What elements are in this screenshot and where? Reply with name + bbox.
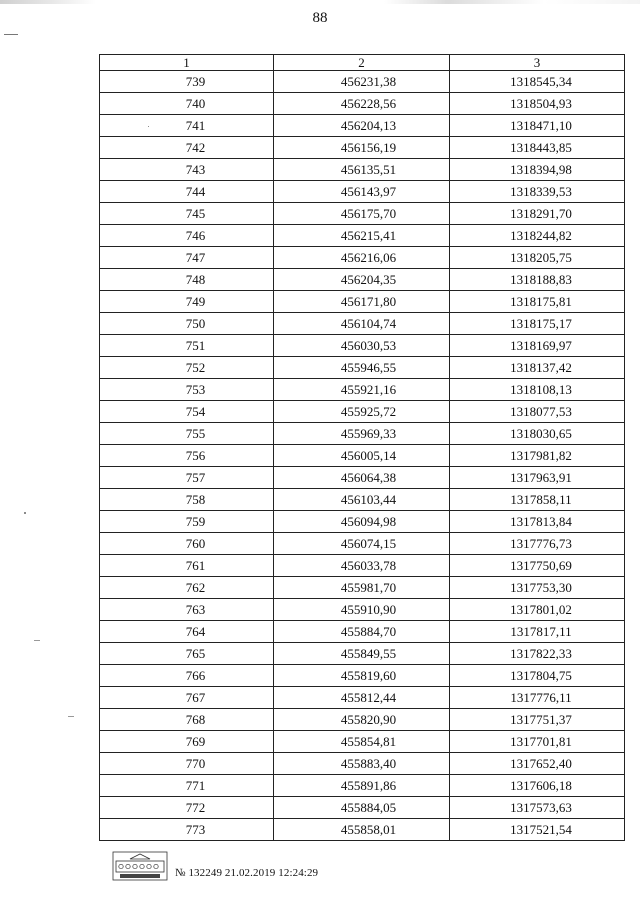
cell-y-coordinate: 1318471,10 bbox=[450, 115, 625, 137]
cell-x-coordinate: 455849,55 bbox=[274, 643, 450, 665]
table-row bbox=[100, 423, 625, 445]
cell-y-coordinate: 1317521,54 bbox=[450, 819, 625, 841]
cell-y-coordinate: 1318504,93 bbox=[450, 93, 625, 115]
table-row bbox=[100, 181, 625, 203]
table-row bbox=[100, 797, 625, 819]
cell-point-number: 740 bbox=[100, 93, 274, 115]
table-row bbox=[100, 665, 625, 687]
cell-point-number: 753 bbox=[100, 379, 274, 401]
cell-point-number: 749 bbox=[100, 291, 274, 313]
cell-x-coordinate: 456074,15 bbox=[274, 533, 450, 555]
cell-point-number: 758 bbox=[100, 489, 274, 511]
cell-point-number: 765 bbox=[100, 643, 274, 665]
cell-point-number: 743 bbox=[100, 159, 274, 181]
cell-point-number: 773 bbox=[100, 819, 274, 841]
cell-point-number: 762 bbox=[100, 577, 274, 599]
table-row bbox=[100, 687, 625, 709]
cell-x-coordinate: 455969,33 bbox=[274, 423, 450, 445]
cell-point-number: 742 bbox=[100, 137, 274, 159]
cell-x-coordinate: 455854,81 bbox=[274, 731, 450, 753]
table-row bbox=[100, 93, 625, 115]
table-row bbox=[100, 137, 625, 159]
cell-y-coordinate: 1317813,84 bbox=[450, 511, 625, 533]
cell-point-number: 769 bbox=[100, 731, 274, 753]
cell-point-number: 748 bbox=[100, 269, 274, 291]
cell-x-coordinate: 455884,70 bbox=[274, 621, 450, 643]
cell-x-coordinate: 455883,40 bbox=[274, 753, 450, 775]
cell-x-coordinate: 455925,72 bbox=[274, 401, 450, 423]
cell-x-coordinate: 456005,14 bbox=[274, 445, 450, 467]
cell-y-coordinate: 1318175,17 bbox=[450, 313, 625, 335]
table-row bbox=[100, 819, 625, 841]
column-header-x: 2 bbox=[274, 55, 450, 71]
registration-note: № 132249 21.02.2019 12:24:29 bbox=[175, 867, 319, 879]
cell-x-coordinate: 455946,55 bbox=[274, 357, 450, 379]
cell-y-coordinate: 1317858,11 bbox=[450, 489, 625, 511]
cell-x-coordinate: 455981,70 bbox=[274, 577, 450, 599]
cell-x-coordinate: 456228,56 bbox=[274, 93, 450, 115]
cell-point-number: 768 bbox=[100, 709, 274, 731]
cell-point-number: 746 bbox=[100, 225, 274, 247]
cell-y-coordinate: 1318205,75 bbox=[450, 247, 625, 269]
cell-point-number: 752 bbox=[100, 357, 274, 379]
coordinates-table bbox=[99, 54, 625, 841]
margin-mark bbox=[4, 34, 18, 35]
cell-x-coordinate: 455910,90 bbox=[274, 599, 450, 621]
margin-mark bbox=[24, 512, 26, 514]
cell-y-coordinate: 1317606,18 bbox=[450, 775, 625, 797]
cell-point-number: 764 bbox=[100, 621, 274, 643]
cell-x-coordinate: 455812,44 bbox=[274, 687, 450, 709]
cell-x-coordinate: 456216,06 bbox=[274, 247, 450, 269]
cell-point-number: 763 bbox=[100, 599, 274, 621]
cell-y-coordinate: 1318137,42 bbox=[450, 357, 625, 379]
cell-point-number: 766 bbox=[100, 665, 274, 687]
table-row bbox=[100, 753, 625, 775]
cell-point-number: 739 bbox=[100, 71, 274, 93]
cell-y-coordinate: 1317981,82 bbox=[450, 445, 625, 467]
cell-x-coordinate: 455820,90 bbox=[274, 709, 450, 731]
cell-y-coordinate: 1318394,98 bbox=[450, 159, 625, 181]
building-seal-icon bbox=[112, 851, 168, 881]
table-row bbox=[100, 599, 625, 621]
table-row bbox=[100, 401, 625, 423]
cell-x-coordinate: 456033,78 bbox=[274, 555, 450, 577]
cell-point-number: 741 bbox=[100, 115, 274, 137]
table-row bbox=[100, 291, 625, 313]
table-row bbox=[100, 269, 625, 291]
table-row bbox=[100, 533, 625, 555]
table-row bbox=[100, 709, 625, 731]
cell-x-coordinate: 456231,38 bbox=[274, 71, 450, 93]
table-row bbox=[100, 335, 625, 357]
cell-y-coordinate: 1317804,75 bbox=[450, 665, 625, 687]
table-row bbox=[100, 115, 625, 137]
cell-x-coordinate: 456156,19 bbox=[274, 137, 450, 159]
cell-y-coordinate: 1318077,53 bbox=[450, 401, 625, 423]
cell-x-coordinate: 455921,16 bbox=[274, 379, 450, 401]
cell-point-number: 771 bbox=[100, 775, 274, 797]
cell-y-coordinate: 1317701,81 bbox=[450, 731, 625, 753]
cell-x-coordinate: 455891,86 bbox=[274, 775, 450, 797]
table-row bbox=[100, 445, 625, 467]
table-row bbox=[100, 489, 625, 511]
cell-x-coordinate: 456204,35 bbox=[274, 269, 450, 291]
cell-x-coordinate: 456135,51 bbox=[274, 159, 450, 181]
table-row bbox=[100, 71, 625, 93]
cell-y-coordinate: 1317822,33 bbox=[450, 643, 625, 665]
cell-x-coordinate: 456064,38 bbox=[274, 467, 450, 489]
table-row bbox=[100, 159, 625, 181]
cell-point-number: 754 bbox=[100, 401, 274, 423]
cell-y-coordinate: 1317817,11 bbox=[450, 621, 625, 643]
table-row bbox=[100, 577, 625, 599]
column-header-point: 1 bbox=[100, 55, 274, 71]
cell-x-coordinate: 456143,97 bbox=[274, 181, 450, 203]
cell-y-coordinate: 1318443,85 bbox=[450, 137, 625, 159]
cell-y-coordinate: 1317801,02 bbox=[450, 599, 625, 621]
cell-y-coordinate: 1317750,69 bbox=[450, 555, 625, 577]
cell-point-number: 745 bbox=[100, 203, 274, 225]
cell-point-number: 747 bbox=[100, 247, 274, 269]
cell-y-coordinate: 1318244,82 bbox=[450, 225, 625, 247]
cell-point-number: 750 bbox=[100, 313, 274, 335]
cell-point-number: 744 bbox=[100, 181, 274, 203]
cell-x-coordinate: 456175,70 bbox=[274, 203, 450, 225]
cell-x-coordinate: 456094,98 bbox=[274, 511, 450, 533]
cell-y-coordinate: 1318030,65 bbox=[450, 423, 625, 445]
cell-y-coordinate: 1317753,30 bbox=[450, 577, 625, 599]
cell-y-coordinate: 1317652,40 bbox=[450, 753, 625, 775]
cell-x-coordinate: 456030,53 bbox=[274, 335, 450, 357]
cell-x-coordinate: 455858,01 bbox=[274, 819, 450, 841]
cell-y-coordinate: 1318188,83 bbox=[450, 269, 625, 291]
cell-y-coordinate: 1317776,11 bbox=[450, 687, 625, 709]
cell-y-coordinate: 1318339,53 bbox=[450, 181, 625, 203]
table-row bbox=[100, 379, 625, 401]
cell-y-coordinate: 1318169,97 bbox=[450, 335, 625, 357]
cell-point-number: 759 bbox=[100, 511, 274, 533]
cell-x-coordinate: 456171,80 bbox=[274, 291, 450, 313]
cell-x-coordinate: 456215,41 bbox=[274, 225, 450, 247]
table-row bbox=[100, 467, 625, 489]
cell-point-number: 757 bbox=[100, 467, 274, 489]
cell-x-coordinate: 456104,74 bbox=[274, 313, 450, 335]
cell-y-coordinate: 1318291,70 bbox=[450, 203, 625, 225]
cell-y-coordinate: 1317963,91 bbox=[450, 467, 625, 489]
table-header-row bbox=[100, 55, 625, 71]
table-row bbox=[100, 511, 625, 533]
table-row bbox=[100, 643, 625, 665]
cell-point-number: 770 bbox=[100, 753, 274, 775]
cell-y-coordinate: 1318545,34 bbox=[450, 71, 625, 93]
table-row bbox=[100, 357, 625, 379]
cell-y-coordinate: 1317776,73 bbox=[450, 533, 625, 555]
margin-mark bbox=[68, 716, 74, 717]
cell-point-number: 751 bbox=[100, 335, 274, 357]
table-row bbox=[100, 555, 625, 577]
cell-y-coordinate: 1318108,13 bbox=[450, 379, 625, 401]
cell-x-coordinate: 456103,44 bbox=[274, 489, 450, 511]
cell-y-coordinate: 1317751,37 bbox=[450, 709, 625, 731]
cell-point-number: 772 bbox=[100, 797, 274, 819]
cell-point-number: 767 bbox=[100, 687, 274, 709]
table-row bbox=[100, 225, 625, 247]
scan-edge-artifact bbox=[0, 0, 640, 4]
table-row bbox=[100, 621, 625, 643]
table-row bbox=[100, 731, 625, 753]
table-row bbox=[100, 313, 625, 335]
cell-x-coordinate: 455884,05 bbox=[274, 797, 450, 819]
page-number: 88 bbox=[312, 10, 328, 26]
cell-x-coordinate: 455819,60 bbox=[274, 665, 450, 687]
column-header-y: 3 bbox=[450, 55, 625, 71]
cell-point-number: 761 bbox=[100, 555, 274, 577]
table-row bbox=[100, 247, 625, 269]
cell-y-coordinate: 1317573,63 bbox=[450, 797, 625, 819]
cell-x-coordinate: 456204,13 bbox=[274, 115, 450, 137]
cell-y-coordinate: 1318175,81 bbox=[450, 291, 625, 313]
cell-point-number: 756 bbox=[100, 445, 274, 467]
table-row bbox=[100, 203, 625, 225]
cell-point-number: 755 bbox=[100, 423, 274, 445]
table-row bbox=[100, 775, 625, 797]
cell-point-number: 760 bbox=[100, 533, 274, 555]
margin-mark bbox=[34, 640, 40, 641]
